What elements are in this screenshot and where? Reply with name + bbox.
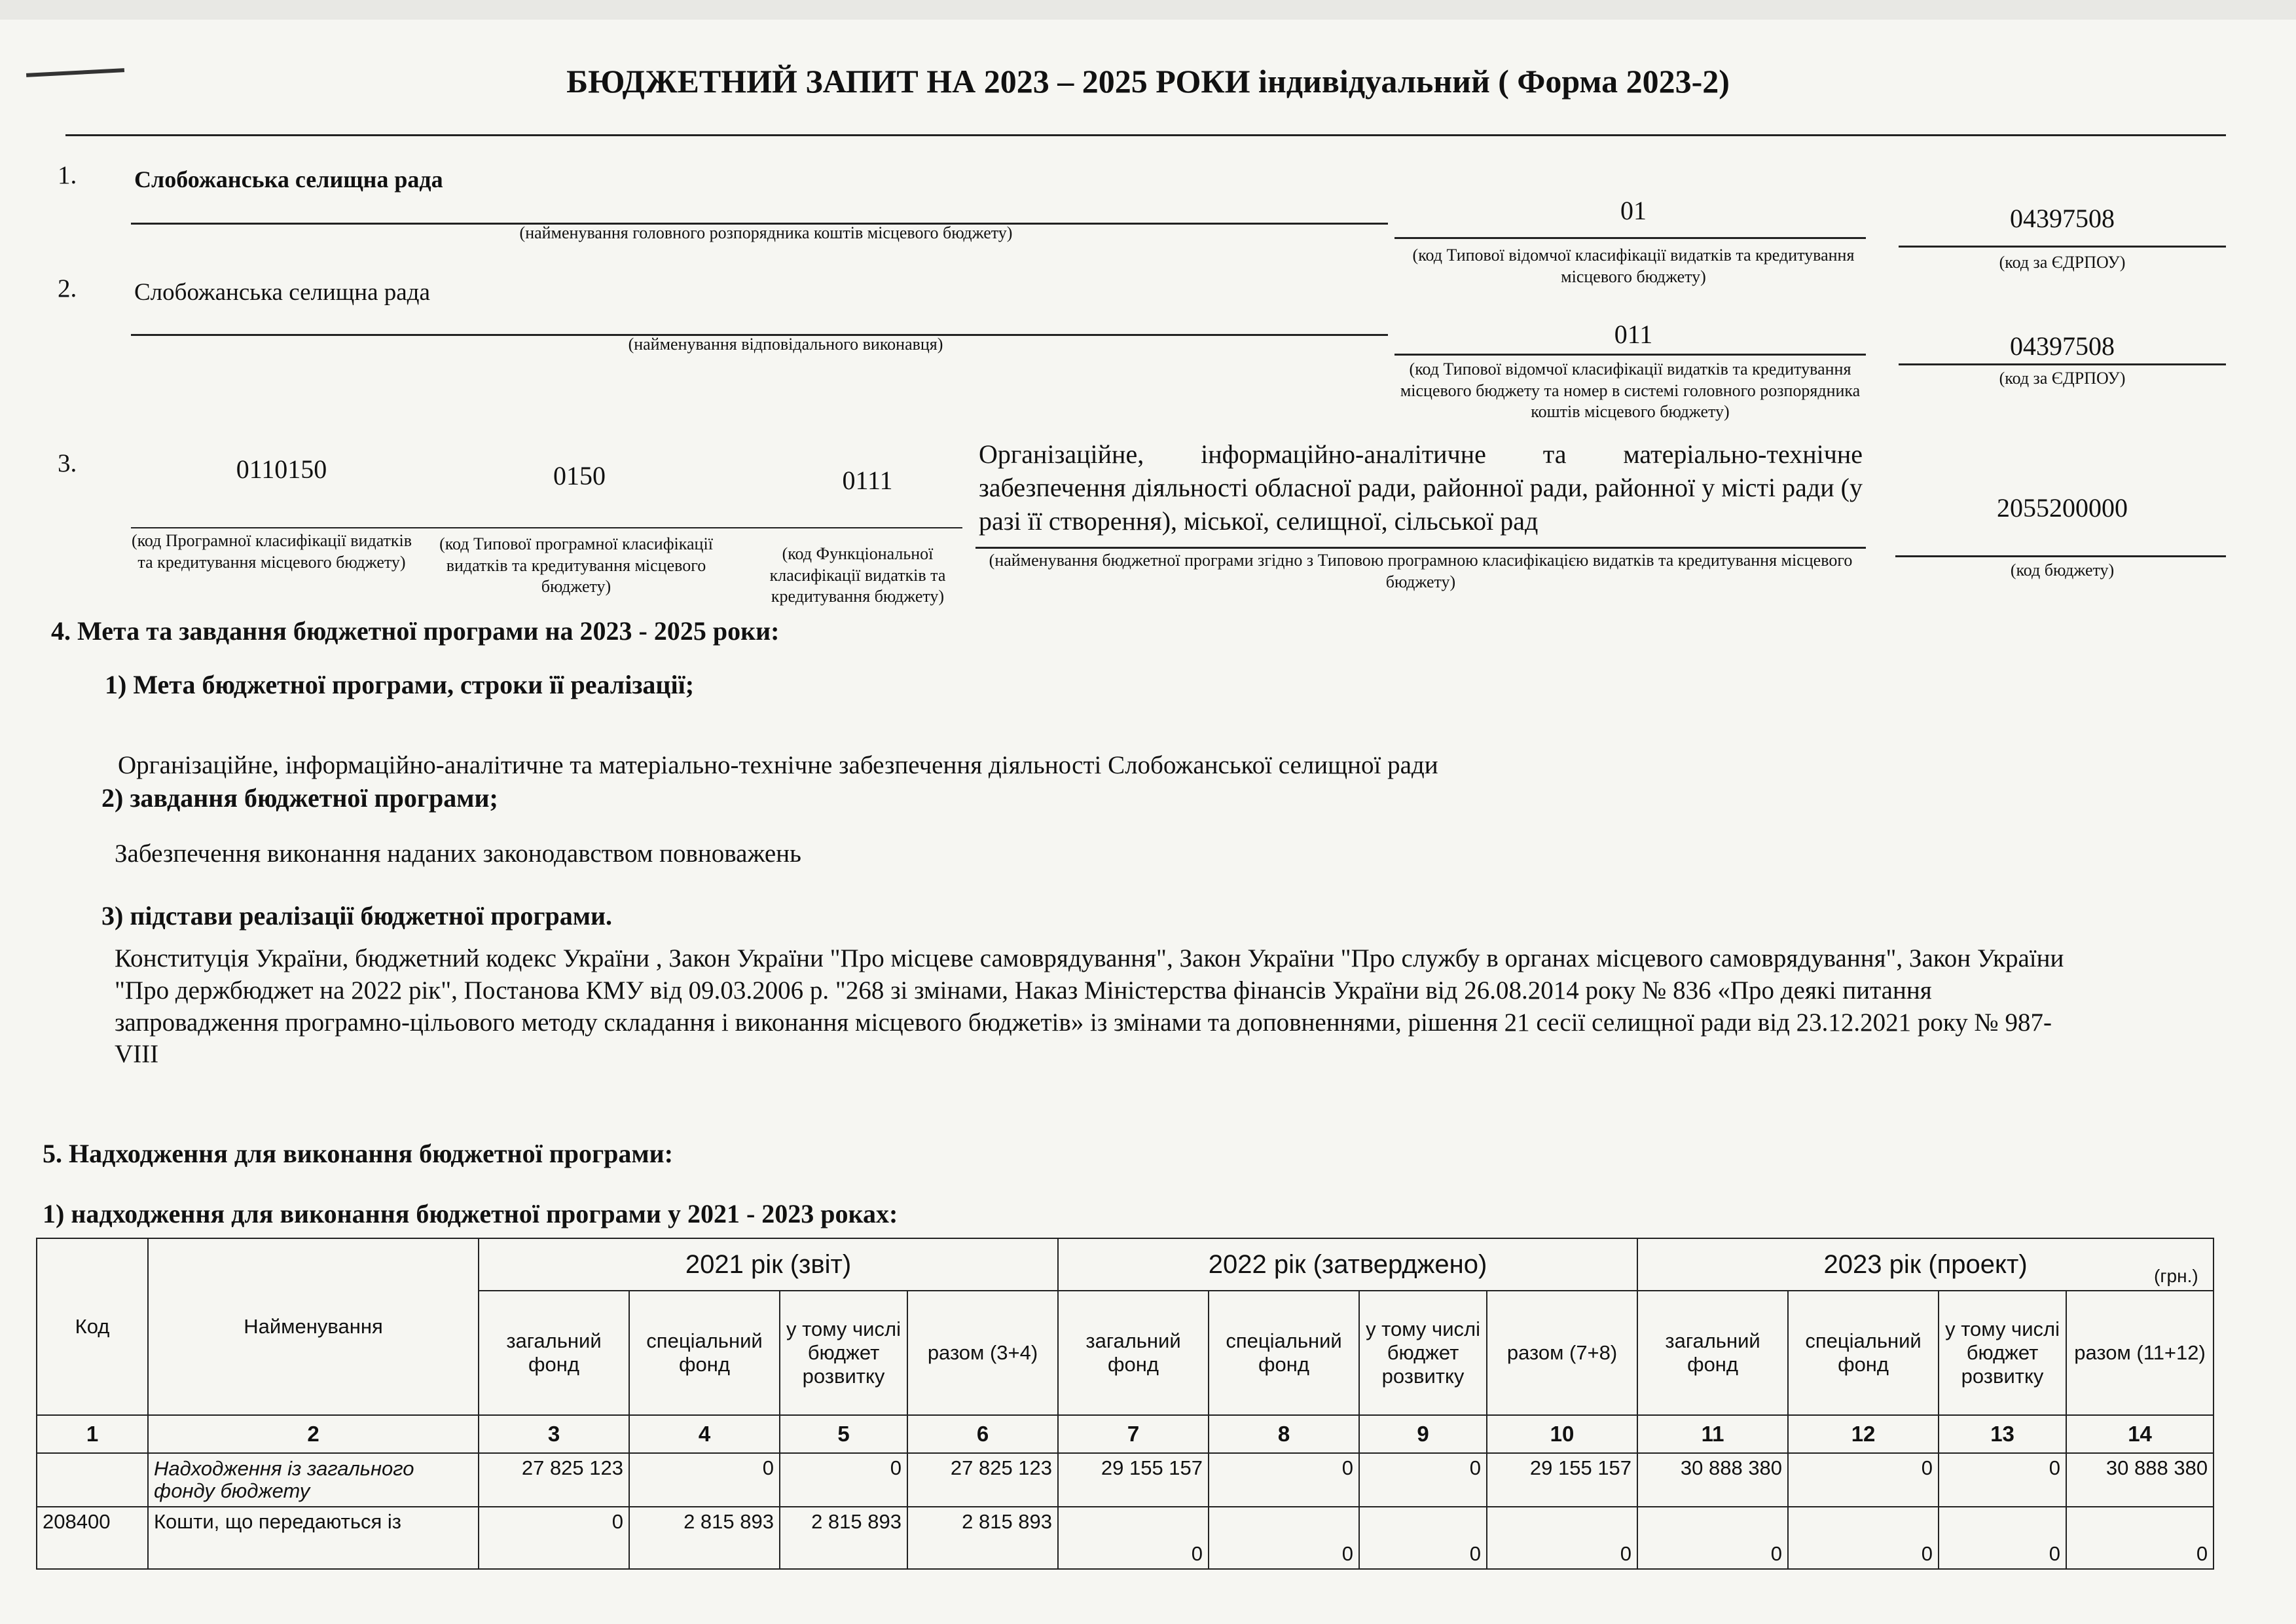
program-name-caption: (найменування бюджетної програми згідно з Типовою програмною класифікацією видатків та кредитування місцевого бюджету): [989, 551, 1853, 591]
header-development: у тому числі бюджет розвитку: [780, 1291, 907, 1415]
row-name: Надходження із загального фонду бюджету: [148, 1453, 479, 1507]
section4-goal-text: Організаційне, інформаційно-аналітичне та матеріально-технічне забезпечення діяльності Слобожанської селищної ради: [118, 751, 1438, 779]
section4-heading: 4. Мета та завдання бюджетної програми на 2023 - 2025 роки:: [51, 616, 780, 646]
header-special-fund: спеціальний фонд: [1209, 1291, 1359, 1415]
header-special-fund: спеціальний фонд: [629, 1291, 780, 1415]
basis-line-1: Конституція України, бюджетний кодекс України , Закон України "Про місцеве самоврядування", Закон України "Про службу в органах місцевого самоврядування", Закон України: [115, 944, 2064, 972]
row2-number: 2.: [58, 274, 77, 303]
cell-value: 0: [1058, 1507, 1209, 1569]
functional-code: 0111: [842, 466, 893, 495]
column-number: 6: [907, 1415, 1058, 1453]
column-number: 14: [2066, 1415, 2214, 1453]
section5-sub-heading: 1) надходження для виконання бюджетної програми у 2021 - 2023 роках:: [43, 1199, 898, 1228]
table-row: [37, 1453, 2214, 1507]
column-number: 12: [1788, 1415, 1939, 1453]
cell-value: 0: [1788, 1453, 1939, 1507]
header-general-fund: загальний фонд: [1637, 1291, 1788, 1415]
typical-code-caption: (код Типової програмної класифікації видатків та кредитування місцевого бюджету): [439, 534, 713, 596]
main-manager-name: Слобожанська селищна рада: [134, 166, 443, 193]
column-number: 8: [1209, 1415, 1359, 1453]
title-rule: [65, 134, 2226, 136]
program-code: 0110150: [236, 454, 327, 484]
cell-value: 0: [1939, 1507, 2066, 1569]
column-number: 10: [1487, 1415, 1637, 1453]
header-year-2023: 2023 рік (проект): [1637, 1238, 2214, 1291]
column-number-row: [37, 1415, 2214, 1453]
dept-code-caption-2: (код Типової відомчої класифікації видатків та кредитування місцевого бюджету та номер в системі головного розпорядника коштів місцевого бюджету): [1400, 360, 1861, 421]
cell-value: 2 815 893: [629, 1507, 780, 1569]
basis-line-3: запровадження програмно-цільового методу складання і виконання місцевого бюджетів» із змінами та доповненнями, рішення 21 сесії селищної ради від 23.12.2021 року № 987-: [115, 1008, 2052, 1037]
cell-value: 0: [1788, 1507, 1939, 1569]
edrpou-code-1: 04397508: [2010, 204, 2115, 233]
cell-value: 0: [1209, 1507, 1359, 1569]
cell-value: 0: [1637, 1507, 1788, 1569]
cell-value: 30 888 380: [1637, 1453, 1788, 1507]
row-name: Кошти, що передаються із: [148, 1507, 479, 1569]
cell-value: 29 155 157: [1058, 1453, 1209, 1507]
cell-value: 29 155 157: [1487, 1453, 1637, 1507]
column-number: 1: [37, 1415, 148, 1453]
cell-value: 0: [629, 1453, 780, 1507]
header-year-2021: 2021 рік (звіт): [479, 1238, 1058, 1291]
section4-tasks-heading: 2) завдання бюджетної програми;: [101, 783, 498, 813]
header-development: у тому числі бюджет розвитку: [1939, 1291, 2066, 1415]
typical-program-code: 0150: [553, 461, 606, 490]
main-manager-caption: (найменування головного розпорядника коштів місцевого бюджету): [519, 223, 1013, 242]
header-total: разом (11+12): [2066, 1291, 2214, 1415]
header-general-fund: загальний фонд: [1058, 1291, 1209, 1415]
cell-value: 0: [1359, 1507, 1487, 1569]
edrpou-caption-2: (код за ЄДРПОУ): [1999, 369, 2126, 388]
column-number: 5: [780, 1415, 907, 1453]
column-number: 3: [479, 1415, 629, 1453]
section4-goal-heading: 1) Мета бюджетної програми, строки її реалізації;: [105, 670, 695, 699]
column-number: 4: [629, 1415, 780, 1453]
row-code: 208400: [37, 1507, 148, 1569]
dept-code: 01: [1620, 196, 1647, 225]
dept-code-caption: (код Типової відомчої класифікації видатків та кредитування місцевого бюджету): [1412, 246, 1855, 286]
row3-number: 3.: [58, 449, 77, 477]
table-row: [37, 1507, 2214, 1569]
column-number: 13: [1939, 1415, 2066, 1453]
budget-code-caption: (код бюджету): [2010, 561, 2115, 580]
cell-value: 27 825 123: [479, 1453, 629, 1507]
header-special-fund: спеціальний фонд: [1788, 1291, 1939, 1415]
program-name: Організаційне, інформаційно-аналітичне та матеріально-технічне забезпечення діяльності обласної ради, районної ради, районної у місті ради (у разі її створення), міської, селищної, сільської рад: [979, 439, 1863, 536]
document-title: БЮДЖЕТНИЙ ЗАПИТ НА 2023 – 2025 РОКИ індивідуальний ( Форма 2023-2): [566, 63, 1730, 100]
header-general-fund: загальний фонд: [479, 1291, 629, 1415]
column-number: 9: [1359, 1415, 1487, 1453]
column-number: 11: [1637, 1415, 1788, 1453]
budget-code: 2055200000: [1997, 493, 2128, 523]
row3-budget-rule: [1895, 555, 2226, 557]
header-name: Найменування: [148, 1238, 479, 1415]
header-year-2022: 2022 рік (затверджено): [1058, 1238, 1637, 1291]
row3-name-rule: [975, 547, 1866, 549]
executor-caption: (найменування відповідального виконавця): [628, 335, 943, 354]
currency-unit: (грн.): [2154, 1266, 2198, 1286]
cell-value: 0: [1359, 1453, 1487, 1507]
section4-basis-text: [115, 943, 2229, 1071]
section4-basis-heading: 3) підстави реалізації бюджетної програми.: [101, 901, 613, 931]
cell-value: 2 815 893: [780, 1507, 907, 1569]
row1-number: 1.: [58, 161, 77, 189]
row2-dept-rule: [1394, 354, 1866, 356]
header-development: у тому числі бюджет розвитку: [1359, 1291, 1487, 1415]
basis-line-2: "Про держбюджет на 2022 рік", Постанова КМУ від 09.03.2006 р. "268 зі змінами, Наказ Міністерства фінансів України від 26.08.2014 року № 836 «Про деякі питання: [115, 976, 1932, 1005]
edrpou-caption-1: (код за ЄДРПОУ): [1999, 253, 2126, 272]
header-code: Код: [37, 1238, 148, 1415]
section5-heading: 5. Надходження для виконання бюджетної програми:: [43, 1139, 674, 1168]
cell-value: 27 825 123: [907, 1453, 1058, 1507]
cell-value: 0: [1209, 1453, 1359, 1507]
basis-line-4: VIII: [115, 1040, 159, 1069]
edrpou-code-2: 04397508: [2010, 331, 2115, 361]
row1-dept-rule: [1394, 237, 1866, 239]
cell-value: 0: [1939, 1453, 2066, 1507]
column-number: 7: [1058, 1415, 1209, 1453]
cell-value: 30 888 380: [2066, 1453, 2214, 1507]
row1-edrpou-rule: [1899, 246, 2226, 248]
revenue-table: [36, 1238, 2214, 1570]
row3-codes-rule: [131, 527, 962, 528]
executor-name: Слобожанська селищна рада: [134, 279, 430, 306]
functional-code-caption: (код Функціональної класифікації видатків та кредитування бюджету): [769, 544, 946, 606]
column-number: 2: [148, 1415, 479, 1453]
cell-value: 0: [1487, 1507, 1637, 1569]
dept-code-2: 011: [1614, 320, 1653, 349]
cell-value: 2 815 893: [907, 1507, 1058, 1569]
cell-value: 0: [780, 1453, 907, 1507]
header-total: разом (3+4): [907, 1291, 1058, 1415]
row-code: [37, 1453, 148, 1507]
cell-value: 0: [479, 1507, 629, 1569]
cell-value: 0: [2066, 1507, 2214, 1569]
program-code-caption: (код Програмної класифікації видатків та кредитування місцевого бюджету): [131, 531, 412, 572]
section4-tasks-text: Забезпечення виконання наданих законодавством повноважень: [115, 840, 801, 868]
scan-edge: [0, 0, 2296, 20]
row2-edrpou-rule: [1899, 363, 2226, 365]
header-total: разом (7+8): [1487, 1291, 1637, 1415]
